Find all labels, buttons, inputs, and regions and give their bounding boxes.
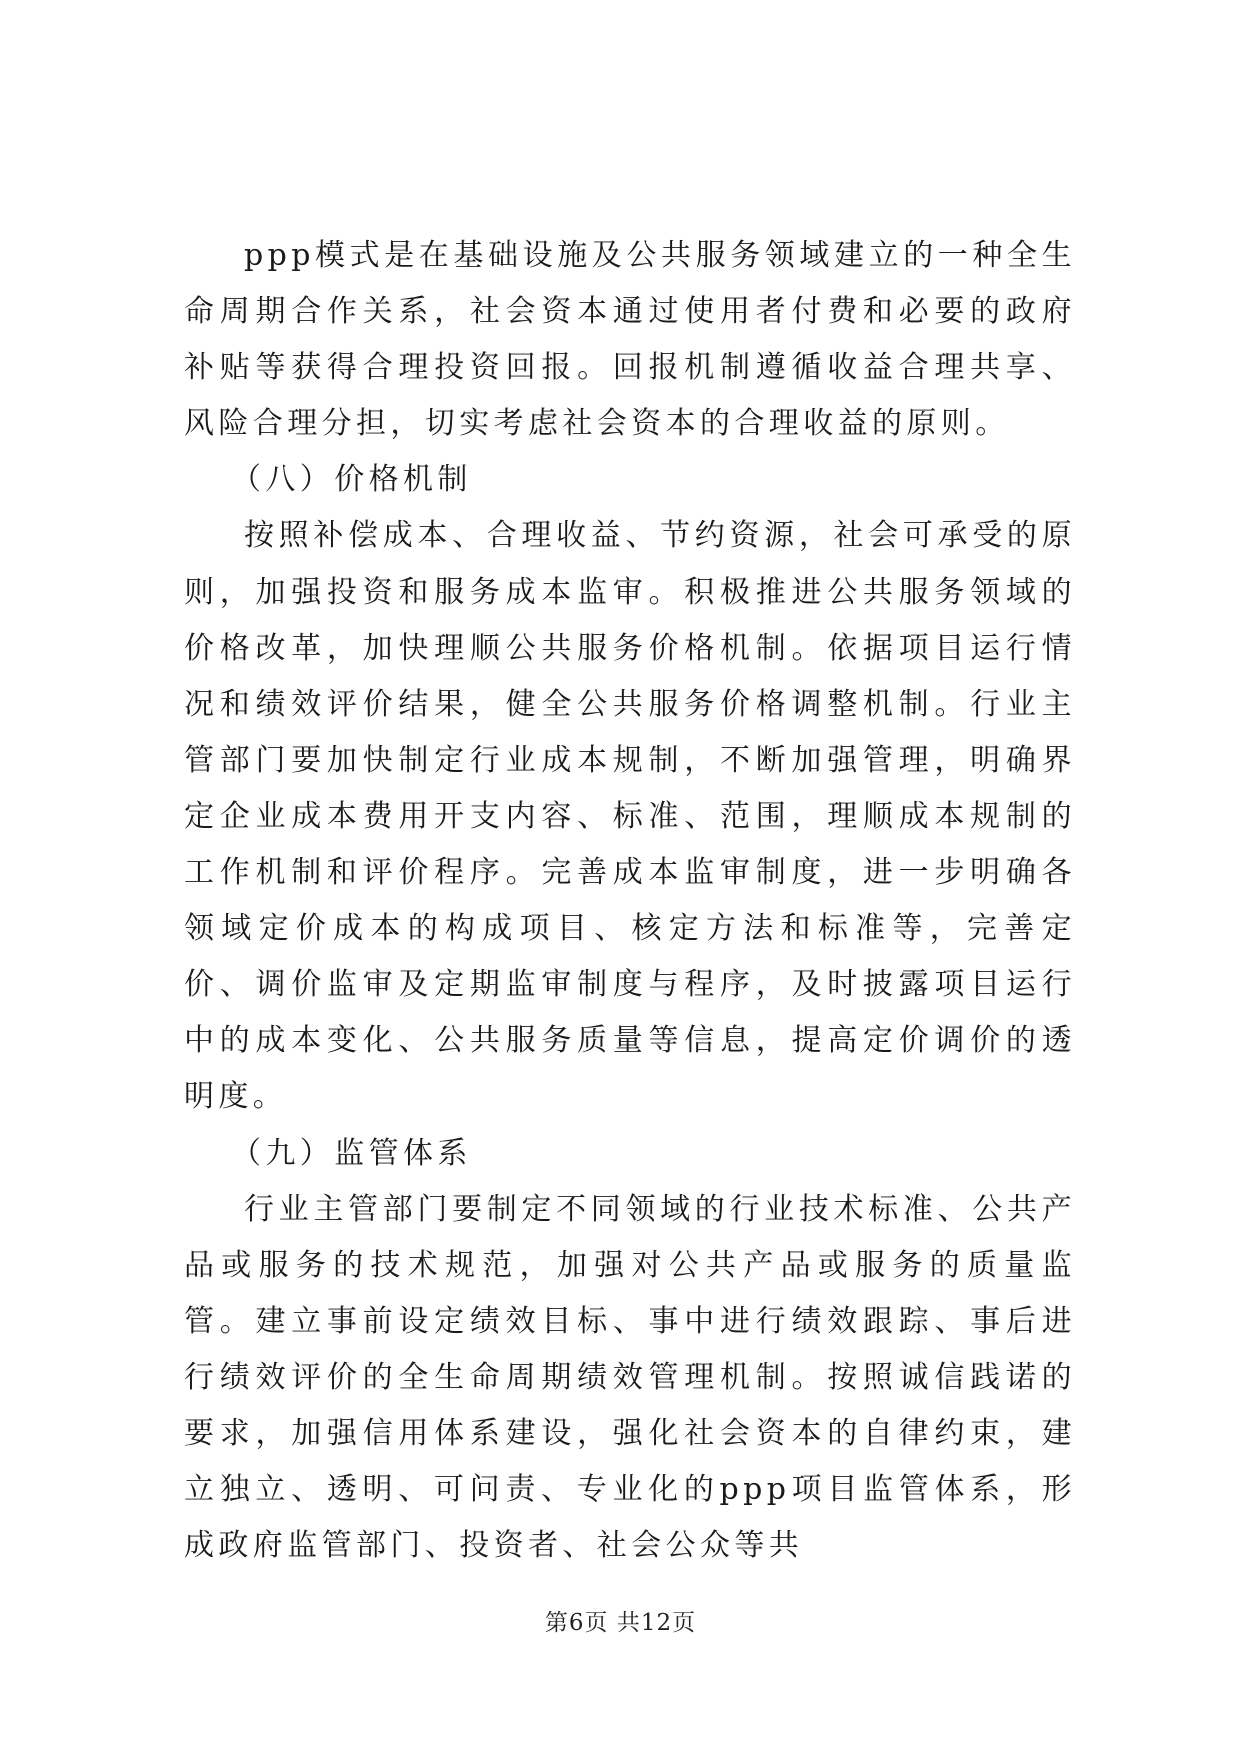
paragraph-supervision-system: 行业主管部门要制定不同领域的行业技术标准、公共产品或服务的技术规范，加强对公共产品或服务的质量监管。建立事前设定绩效目标、事中进行绩效跟踪、事后进行绩效评价的全生命周期绩效管理机制。按照诚信践诺的要求，加强信用体系建设，强化社会资本的自律约束，建立独立、透明、可问责、专业化的ppp项目监管体系，形成政府监管部门、投资者、社会公众等共 bbox=[184, 1191, 1076, 1564]
paragraph-price-mechanism: 按照补偿成本、合理收益、节约资源，社会可承受的原则，加强投资和服务成本监审。积极推进公共服务领域的价格改革，加快理顺公共服务价格机制。依据项目运行情况和绩效评价结果，健全公共服务价格调整机制。行业主管部门要加快制定行业成本规制，不断加强管理，明确界定企业成本费用开支内容、标准、范围，理顺成本规制的工作机制和评价程序。完善成本监审制度，进一步明确各领域定价成本的构成项目、核定方法和标准等，完善定价、调价监审及定期监审制度与程序，及时披露项目运行中的成本变化、公共服务质量等信息，提高定价调价的透明度。 bbox=[184, 518, 1076, 1115]
paragraph-ppp-mode: ppp模式是在基础设施及公共服务领域建立的一种全生命周期合作关系，社会资本通过使用者付费和必要的政府补贴等获得合理投资回报。回报机制遵循收益合理共享、风险合理分担，切实考虑社会资本的合理收益的原则。 bbox=[184, 238, 1076, 442]
page-footer: 第6页 共12页 bbox=[544, 1610, 697, 1636]
section-heading-price-mechanism: （八）价格机制 bbox=[231, 462, 472, 498]
section-heading-supervision-system: （九）监管体系 bbox=[231, 1135, 472, 1171]
document-body bbox=[184, 228, 1076, 1574]
